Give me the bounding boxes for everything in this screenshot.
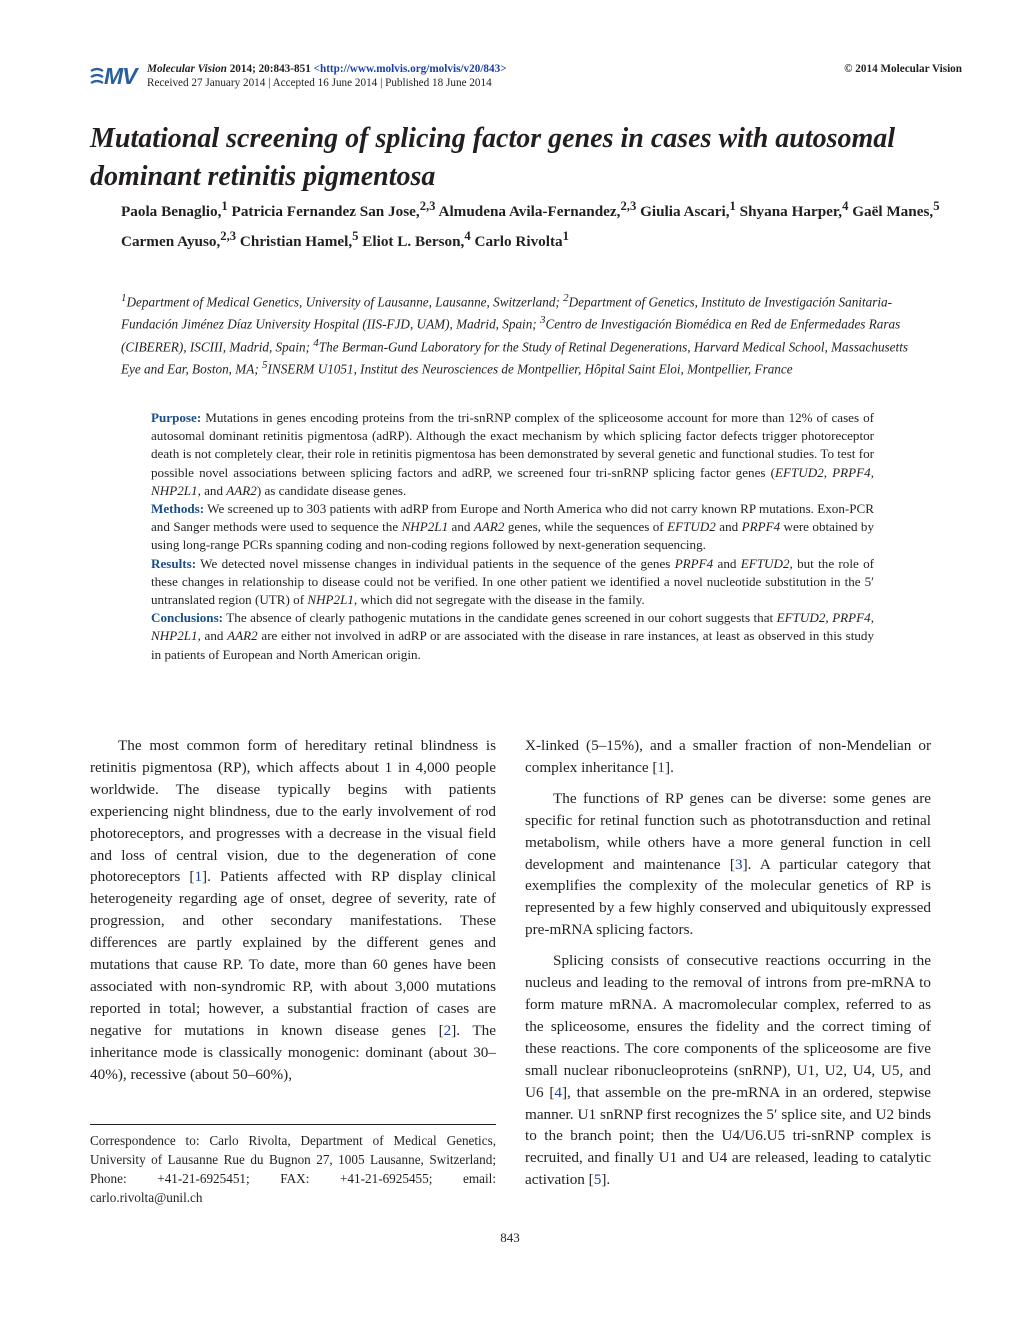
text-run: and bbox=[448, 519, 474, 535]
affiliation-text: Department of Genetics, Instituto de Investigación Sanitaria-Fundación Jiménez Díaz University Hospital (IIS-FJD, UAM), Madrid, Spain; bbox=[121, 294, 893, 332]
author-name: Gaël Manes, bbox=[848, 203, 934, 221]
author-name: Shyana Harper, bbox=[735, 203, 843, 221]
gene-name: PRPF4 bbox=[741, 519, 781, 535]
gene-name: AAR2 bbox=[473, 519, 505, 535]
body-paragraph bbox=[525, 950, 931, 1191]
reference-link[interactable]: 4 bbox=[554, 1083, 562, 1101]
journal-header bbox=[90, 60, 962, 94]
text-run: ], that assemble on the pre-mRNA in an ordered, stepwise manner. U1 snRNP first recognizes the 5′ splice site, and U2 binds to the branch point; then the U4/U6.U5 tri-snRNP complex is recruited, and finally U1 and U4 are released, leading to catalytic activation [ bbox=[525, 1083, 931, 1189]
gene-name: AAR2 bbox=[227, 628, 258, 644]
author-name: Christian Hamel, bbox=[236, 233, 353, 251]
text-run: but the role of these changes in relationship to disease could not be verified. In one other patient we identified a novel nucleotide substitution in the 5′ untranslated region (UTR) of bbox=[151, 555, 875, 608]
text-run: X-linked (5–15%), and a smaller fraction of non-Mendelian or complex inheritance [ bbox=[525, 737, 931, 776]
affiliation-mark: 4 bbox=[464, 229, 471, 244]
results-text bbox=[151, 556, 874, 607]
affiliation-number: 5 bbox=[262, 359, 268, 372]
gene-name: EFTUD2 bbox=[776, 610, 826, 626]
affiliation-mark: 4 bbox=[842, 199, 849, 213]
citation: 2014; 20:843-851 bbox=[226, 63, 314, 75]
affiliations bbox=[121, 289, 921, 379]
author-name: Giulia Ascari, bbox=[636, 203, 730, 221]
gene-name: PRPF4 bbox=[674, 555, 714, 571]
purpose-text bbox=[151, 410, 874, 498]
gene-name: NHP2L1, bbox=[151, 628, 201, 644]
text-run: ]. The inheritance mode is classically monogenic: dominant (about 30–40%), recessive (about 50–60%), bbox=[90, 1021, 496, 1083]
affiliation-mark: 1 bbox=[729, 199, 736, 213]
article-url-link[interactable]: <http://www.molvis.org/molvis/v20/843> bbox=[313, 63, 507, 75]
text-run: The most common form of hereditary retinal blindness is retinitis pigmentosa (RP), which affects about 1 in 4,000 people worldwide. The disease typically begins with patients experiencing night blindness, due to the early involvement of rod photoreceptors, and progresses with a decrease in the visual field and loss of central vision, due to the degeneration of cone photoreceptors [ bbox=[90, 737, 496, 886]
methods-text bbox=[151, 501, 874, 552]
citation-line bbox=[147, 63, 507, 75]
gene-name: AAR2 bbox=[226, 482, 257, 498]
affiliation-mark: 1 bbox=[562, 229, 569, 244]
methods-label: Methods: bbox=[151, 501, 205, 517]
text-run: were obtained by using long-range PCRs spanning coding and non-coding regions followed by next-generation sequencing. bbox=[151, 519, 875, 553]
abstract-results bbox=[151, 555, 874, 610]
body-paragraph bbox=[525, 735, 931, 779]
body-paragraph bbox=[525, 788, 931, 941]
gene-name: EFTUD2, bbox=[740, 555, 793, 571]
affiliation-mark: 2,3 bbox=[220, 229, 237, 244]
affiliation-mark: 2,3 bbox=[620, 199, 637, 213]
logo-text: MV bbox=[104, 63, 137, 89]
body-column-right bbox=[525, 735, 931, 1191]
gene-name: NHP2L1, bbox=[307, 592, 358, 608]
journal-name: Molecular Vision bbox=[147, 63, 227, 75]
text-run: ]. A particular category that exemplifies the complexity of the molecular genetics of RP is represented by a few highly conserved and ubiquitously expressed pre-mRNA splicing factors. bbox=[525, 855, 932, 939]
text-run: Mutations in genes encoding proteins from the tri-snRNP complex of the spliceosome account for more than 12% of cases of autosomal dominant retinitis pigmentosa (adRP). Although the exact mechanism by which splicing factor defects trigger photoreceptor death is not completely clear, their role in retinitis pigmentosa has been demonstrated by several genetic and functional studies. To test for possible novel associations between splicing factors and adRP, we screened four tri-snRNP splicing factor genes ( bbox=[151, 410, 874, 480]
affiliation-mark: 5 bbox=[352, 229, 359, 244]
affiliation-text: Centro de Investigación Biomédica en Red de Enfermedades Raras (CIBERER), ISCIII, Madrid, Spain; bbox=[121, 316, 901, 355]
conclusions-label: Conclusions: bbox=[151, 610, 224, 626]
results-label: Results: bbox=[151, 555, 197, 571]
molecular-vision-logo bbox=[90, 64, 140, 90]
body-column-left bbox=[90, 735, 496, 1086]
gene-name: PRPF4 bbox=[832, 464, 871, 480]
reference-link[interactable]: 2 bbox=[443, 1021, 452, 1039]
author-list bbox=[121, 194, 941, 254]
text-run: , bbox=[870, 610, 875, 626]
reference-link[interactable]: 1 bbox=[194, 868, 203, 886]
copyright: © 2014 Molecular Vision bbox=[844, 63, 962, 75]
abstract-conclusions bbox=[151, 609, 874, 664]
footnote-divider bbox=[90, 1124, 496, 1125]
text-run: Splicing consists of consecutive reactions occurring in the nucleus and leading to the removal of introns from pre-mRNA to form mature mRNA. A macromolecular complex, referred to as the spliceosome, ensures the fidelity and the correct timing of these reactions. The core components of the spliceosome are five small nuclear ribonucleoproteins (snRNP), U1, U2, U4, U5, and U6 [ bbox=[525, 952, 931, 1101]
text-run: , bbox=[825, 610, 833, 626]
affiliation-text: The Berman-Gund Laboratory for the Study of Retinal Degenerations, Harvard Medical School, Massachusetts Eye and Ear, Boston, MA; bbox=[121, 339, 908, 377]
text-run: and bbox=[200, 482, 227, 498]
gene-name: EFTUD2 bbox=[667, 519, 716, 535]
affiliation-mark: 5 bbox=[933, 199, 940, 213]
author-name: Paola Benaglio, bbox=[121, 203, 222, 221]
conclusions-text bbox=[151, 610, 874, 661]
gene-name: NHP2L1, bbox=[151, 482, 201, 498]
publication-dates: Received 27 January 2014 | Accepted 16 June 2014 | Published 18 June 2014 bbox=[147, 77, 492, 89]
reference-link[interactable]: 5 bbox=[593, 1171, 602, 1189]
text-run: We detected novel missense changes in individual patients in the sequence of the genes bbox=[196, 555, 675, 571]
text-run: ]. bbox=[665, 758, 674, 776]
author-name: Eliot L. Berson, bbox=[358, 233, 465, 251]
abstract-purpose bbox=[151, 409, 874, 500]
affiliation-number: 3 bbox=[540, 314, 546, 327]
text-run: We screened up to 303 patients with adRP from Europe and North America who did not carry known RP mutations. Exon-PCR and Sanger methods were used to sequence the bbox=[151, 501, 874, 535]
gene-name: NHP2L1 bbox=[401, 519, 449, 535]
author-name: Almudena Avila-Fernandez, bbox=[435, 203, 621, 221]
abstract-methods bbox=[151, 500, 874, 555]
text-run: The functions of RP genes can be diverse: some genes are specific for retinal function such as phototransduction and retinal metabolism, while others have a more general function in cell development and maintenance [ bbox=[525, 789, 931, 873]
text-run: genes, while the sequences of bbox=[504, 519, 668, 535]
affiliation-number: 1 bbox=[121, 292, 127, 304]
correspondence-footnote: Correspondence to: Carlo Rivolta, Department of Medical Genetics, University of Lausanne Rue du Bugnon 27, 1005 Lausanne, Switzerland; Phone: +41-21-6925451; FAX: +41-21-6925455; email: carlo.rivolta@unil.ch bbox=[90, 1133, 496, 1205]
reference-link[interactable]: 3 bbox=[734, 855, 743, 873]
text-run: and bbox=[713, 555, 741, 571]
abstract bbox=[151, 409, 874, 664]
text-run: , bbox=[823, 464, 833, 480]
text-run: and bbox=[715, 519, 742, 535]
body-paragraph bbox=[90, 735, 496, 1086]
gene-name: PRPF4 bbox=[832, 610, 871, 626]
reference-link[interactable]: 1 bbox=[657, 758, 666, 776]
affiliation-mark: 2,3 bbox=[419, 199, 436, 213]
affiliation-number: 4 bbox=[313, 336, 319, 349]
purpose-label: Purpose: bbox=[151, 410, 202, 425]
affiliation-mark: 1 bbox=[221, 199, 228, 213]
text-run: ]. bbox=[601, 1171, 611, 1189]
page-number: 843 bbox=[500, 1230, 520, 1245]
gene-name: EFTUD2 bbox=[775, 464, 824, 480]
article-title: Mutational screening of splicing factor genes in cases with autosomal dominant retinitis pigmentosa bbox=[90, 123, 896, 192]
affiliation-text: Department of Medical Genetics, University of Lausanne, Lausanne, Switzerland; bbox=[126, 294, 564, 310]
author-name: Carmen Ayuso, bbox=[121, 233, 221, 251]
text-run: ]. Patients affected with RP display clinical heterogeneity regarding age of onset, degree of severity, rate of progression, and other secondary manifestations. These differences are partly explained by the different genes and mutations that cause RP. To date, more than 60 genes have been associated with non-syndromic RP, with about 3,000 mutations reported in total; however, a substantial fraction of cases are negative for mutations in known disease genes [ bbox=[90, 868, 496, 1039]
text-run: are either not involved in adRP or are associated with the disease in rare instances, at least as observed in this study in patients of European and North American origin. bbox=[151, 628, 875, 662]
text-run: The absence of clearly pathogenic mutations in the candidate genes screened in our cohort suggests that bbox=[223, 610, 777, 626]
affiliation-text: INSERM U1051, Institut des Neurosciences de Montpellier, Hôpital Saint Eloi, Montpellier, France bbox=[267, 361, 793, 377]
text-run: and bbox=[200, 628, 228, 644]
text-run: , bbox=[870, 464, 874, 480]
author-name: Carlo Rivolta bbox=[470, 233, 563, 251]
author-name: Patricia Fernandez San Jose, bbox=[227, 203, 420, 221]
affiliation-number: 2 bbox=[563, 292, 569, 304]
text-run: which did not segregate with the disease in the family. bbox=[357, 592, 645, 608]
text-run: ) as candidate disease genes. bbox=[256, 482, 407, 498]
